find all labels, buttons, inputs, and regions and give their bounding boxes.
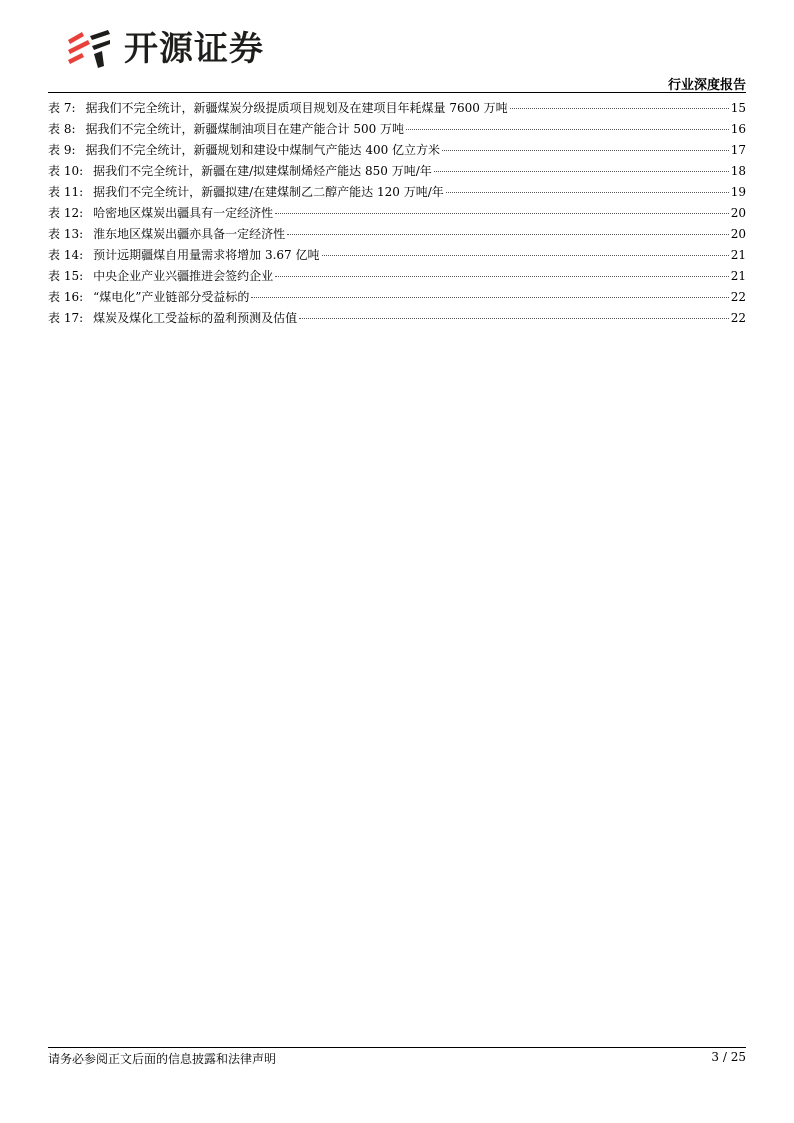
toc-entry-title: “煤电化”产业链部分受益标的 xyxy=(93,290,250,304)
toc-leader-dots xyxy=(434,171,729,172)
toc-entry-label: 表 17: xyxy=(48,311,84,325)
toc-entry-label: 表 12: xyxy=(48,206,84,220)
toc-entry-table-12[interactable] xyxy=(48,203,746,224)
toc-entry-page: 21 xyxy=(730,269,746,283)
toc-entry-page: 22 xyxy=(730,311,746,325)
footer-divider xyxy=(48,1047,746,1048)
toc-entry-title: 据我们不完全统计，新疆煤炭分级提质项目规划及在建项目年耗煤量 7600 万吨 xyxy=(85,101,508,115)
toc-entry-page: 16 xyxy=(730,122,746,136)
toc-leader-dots xyxy=(287,234,729,235)
toc-entry-page: 22 xyxy=(730,290,746,304)
toc-leader-dots xyxy=(275,213,729,214)
toc-entry-title: 煤炭及煤化工受益标的盈利预测及估值 xyxy=(93,311,298,325)
toc-entry-title: 据我们不完全统计，新疆煤制油项目在建产能合计 500 万吨 xyxy=(85,122,405,136)
footer-disclaimer: 请务必参阅正文后面的信息披露和法律声明 xyxy=(48,1052,277,1066)
toc-entry-label: 表 8: xyxy=(48,122,76,136)
toc-entry-table-10[interactable] xyxy=(48,161,746,182)
toc-entry-page: 19 xyxy=(730,185,746,199)
toc-entry-table-15[interactable] xyxy=(48,266,746,287)
toc-entry-table-13[interactable] xyxy=(48,224,746,245)
toc-entry-title: 据我们不完全统计，新疆在建/拟建煤制烯烃产能达 850 万吨/年 xyxy=(93,164,432,178)
toc-leader-dots xyxy=(446,192,729,193)
toc-entry-page: 21 xyxy=(730,248,746,262)
toc-entry-page: 20 xyxy=(730,206,746,220)
toc-entry-table-17[interactable] xyxy=(48,308,746,329)
toc-entry-label: 表 9: xyxy=(48,143,76,157)
toc-leader-dots xyxy=(322,255,729,256)
toc-leader-dots xyxy=(442,150,729,151)
toc-entry-title: 淮东地区煤炭出疆亦具备一定经济性 xyxy=(93,227,286,241)
toc-entry-label: 表 13: xyxy=(48,227,84,241)
toc-entry-table-9[interactable] xyxy=(48,140,746,161)
toc-entry-page: 18 xyxy=(730,164,746,178)
toc-leader-dots xyxy=(275,276,729,277)
toc-entry-table-8[interactable] xyxy=(48,119,746,140)
brand-name: 开源证券 xyxy=(124,29,264,69)
toc-entry-table-14[interactable] xyxy=(48,245,746,266)
toc-entry-label: 表 10: xyxy=(48,164,84,178)
page-number: 3 / 25 xyxy=(711,1050,746,1064)
toc-entry-title: 据我们不完全统计，新疆规划和建设中煤制气产能达 400 亿立方米 xyxy=(85,143,441,157)
toc-leader-dots xyxy=(251,297,728,298)
report-type-label: 行业深度报告 xyxy=(667,78,746,93)
header-divider xyxy=(48,92,746,93)
toc-entry-title: 据我们不完全统计，新疆拟建/在建煤制乙二醇产能达 120 万吨/年 xyxy=(93,185,444,199)
kaiyuan-logo-mark-icon xyxy=(64,26,116,72)
toc-entry-label: 表 15: xyxy=(48,269,84,283)
toc-leader-dots xyxy=(406,129,729,130)
toc-entry-label: 表 11: xyxy=(48,185,84,199)
toc-entry-page: 20 xyxy=(730,227,746,241)
brand-logo xyxy=(64,26,264,72)
toc-leader-dots xyxy=(510,108,729,109)
toc-entry-table-16[interactable] xyxy=(48,287,746,308)
toc-entry-table-11[interactable] xyxy=(48,182,746,203)
toc-entry-title: 中央企业产业兴疆推进会签约企业 xyxy=(93,269,274,283)
toc-entry-label: 表 16: xyxy=(48,290,84,304)
toc-entry-title: 预计远期疆煤自用量需求将增加 3.67 亿吨 xyxy=(93,248,320,262)
toc-entry-title: 哈密地区煤炭出疆具有一定经济性 xyxy=(93,206,274,220)
toc-entry-label: 表 7: xyxy=(48,101,76,115)
toc-entry-page: 15 xyxy=(730,101,746,115)
toc-entry-page: 17 xyxy=(730,143,746,157)
table-of-contents xyxy=(48,98,746,329)
toc-entry-table-7[interactable] xyxy=(48,98,746,119)
toc-entry-label: 表 14: xyxy=(48,248,84,262)
toc-leader-dots xyxy=(299,318,729,319)
